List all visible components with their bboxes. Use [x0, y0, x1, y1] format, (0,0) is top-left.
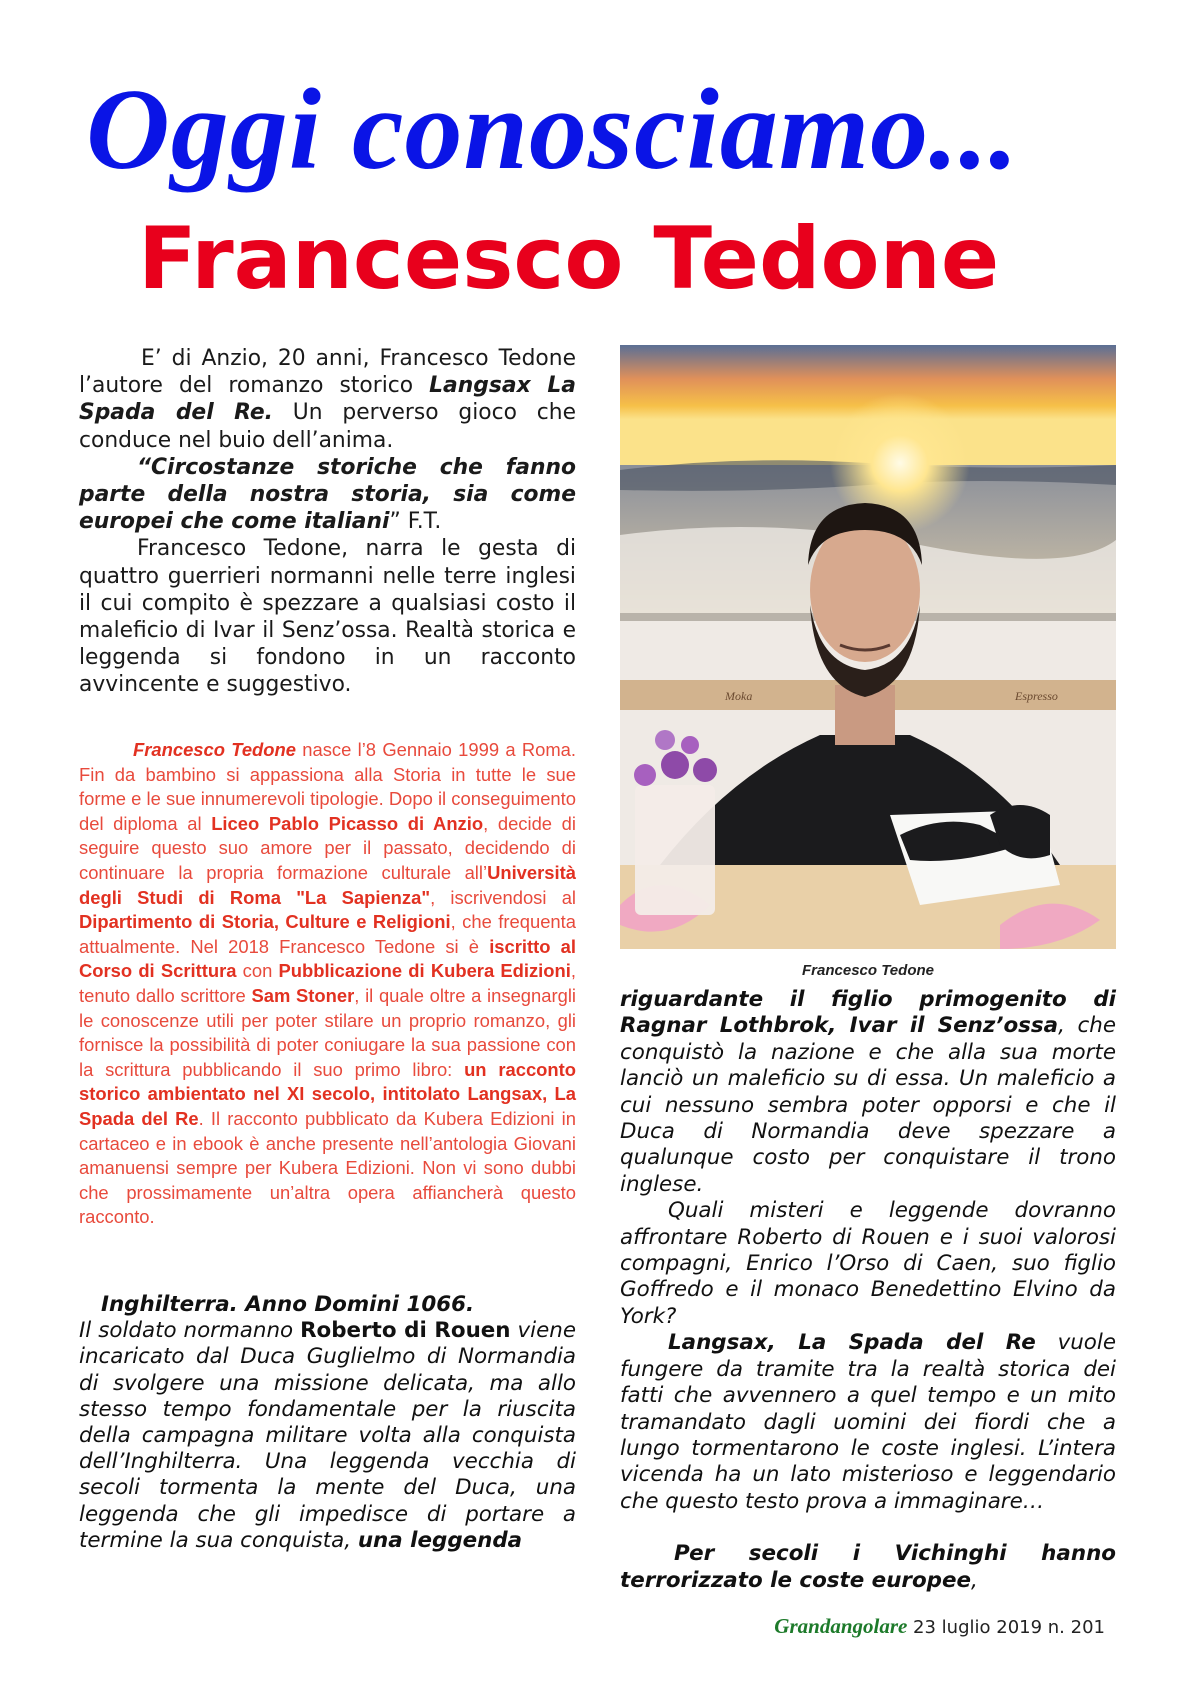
publication-name: Grandangolare	[774, 1614, 908, 1638]
quote-attribution: ” F.T.	[389, 509, 442, 535]
lead-text: Un perverso gioco che conduce nel buio dell’anima.	[79, 400, 576, 453]
right-text: , che conquistò la nazione e che alla sua morte lanciò un maleficio su di essa. Un maleficio a cui nessuno sembra poter opporsi e che il Duca di Normandia deve spezzare a qualunque costo per conquistare il trono inglese.	[620, 1013, 1116, 1197]
lead-paragraph-3: Francesco Tedone, narra le gesta di quattro guerrieri normanni nelle terre inglesi il cui compito è spezzare a qualsiasi costo il maleficio di Ivar il Senz’ossa. Realtà storica e leggenda si fondono in un racconto avvincente e suggestivo.	[79, 536, 576, 698]
author-photo-illustration	[620, 345, 1116, 949]
bio-publisher: Pubblicazione di Kubera Edizioni	[278, 960, 571, 982]
book-title: Langsax La Spada del Re.	[79, 373, 576, 426]
paragraph-gap	[620, 1515, 1116, 1541]
right-book-title: Langsax, La Spada del Re	[668, 1330, 1036, 1356]
right-text: ,	[971, 1567, 978, 1593]
bio-teacher: Sam Stoner	[251, 984, 355, 1006]
bio-text: , iscrivendosi al	[430, 886, 577, 908]
photo-caption: Francesco Tedone	[802, 962, 934, 979]
bio-text: , il quale oltre a insegnargli le conoscenze utili per poter stilare un proprio romanzo, gli fornisce la possibilità di poter coniugare la sua passione con la scrittura pubblicando il suo primo libro:	[79, 984, 576, 1080]
bio-course: iscritto al Corso di Scrittura	[79, 935, 576, 982]
lead-text: E’ di Anzio, 20 anni, Francesco Tedone l’autore del romanzo storico	[79, 346, 576, 399]
story-column	[79, 1292, 576, 1554]
quote-text: Circostanze storiche che fanno parte della nostra storia, sia come europei che come italiani	[79, 454, 576, 535]
story-paragraph	[79, 1318, 576, 1554]
bio-text: , decide di seguire questo suo amore per il passato, decidendo di continuare la propria formazione culturale all’	[79, 812, 576, 883]
story-heading: Inghilterra. Anno Domini 1066.	[101, 1292, 475, 1317]
lead-quote	[79, 454, 576, 536]
bio-school: Liceo Pablo Picasso di Anzio	[211, 812, 484, 834]
story-text: Il soldato normanno	[79, 1318, 301, 1344]
lead-column	[79, 345, 576, 699]
bio-department: Dipartimento di Storia, Culture e Religioni	[79, 911, 451, 933]
right-paragraph-2: Quali misteri e leggende dovranno affrontare Roberto di Rouen e i suoi valorosi compagni, Enrico l’Orso di Caen, suo figlio Goffredo e il monaco Benedettino Elvino da York?	[620, 1198, 1116, 1329]
bio-text: nasce l’8 Gennaio 1999 a Roma. Fin da bambino si appassiona alla Storia in tutte le sue forme e le sue innumerevoli tipologie. Dopo il conseguimento del diploma al	[79, 739, 576, 834]
right-column	[620, 987, 1116, 1594]
page-title: Oggi conosciamo...	[86, 66, 1020, 194]
lead-paragraph-1	[79, 345, 576, 454]
bio-text: , tenuto dallo scrittore	[79, 960, 576, 1006]
right-paragraph-3	[620, 1330, 1116, 1515]
right-emphasis: riguardante il figlio primogenito di Ragnar Lothbrok, Ivar il Senz’ossa	[620, 987, 1116, 1039]
bio-paragraph	[79, 738, 576, 1230]
page-footer	[774, 1614, 1105, 1639]
right-paragraph-1	[620, 987, 1116, 1198]
author-photo	[620, 345, 1116, 949]
bio-text: , che frequenta attualmente. Nel 2018 Francesco Tedone si è	[79, 911, 576, 957]
subject-name: Francesco Tedone	[138, 209, 1000, 309]
story-emphasis: una leggenda	[357, 1527, 523, 1553]
story-hero: Roberto di Rouen	[300, 1318, 511, 1344]
bio-name: Francesco Tedone	[133, 739, 296, 760]
right-paragraph-4	[620, 1541, 1116, 1594]
bio-text: con	[236, 960, 279, 982]
right-closing: Per secoli i Vichinghi hanno terrorizzato le coste europee	[620, 1541, 1116, 1593]
bio-university: Università degli Studi di Roma "La Sapienza"	[79, 861, 576, 908]
story-text: viene incaricato dal Duca Guglielmo di Normandia di svolgere una missione delicata, ma allo stesso tempo fondamentale per la riuscita della campagna militare volta alla conquista dell’Inghilterra. Una leggenda vecchia di secoli tormenta la mente del Duca, una leggenda che gli impedisce di portare a termine la sua conquista,	[79, 1318, 576, 1553]
mug-label-moka: Moka	[725, 689, 753, 703]
mug-label-espresso: Espresso	[1015, 689, 1058, 703]
bio-book: un racconto storico ambientato nel XI secolo, intitolato Langsax, La Spada del Re	[79, 1058, 576, 1129]
issue-date: 23 luglio 2019 n. 201	[907, 1617, 1105, 1638]
bio-text: . Il racconto pubblicato da Kubera Edizioni in cartaceo e in ebook è anche presente nell’antologia Giovani amanuensi sempre per Kubera Edizioni. Non vi sono dubbi che prossimamente un’altra opera affiancherà questo racconto.	[79, 1107, 576, 1228]
quote-mark: “	[137, 454, 152, 480]
right-text: vuole fungere da tramite tra la realtà storica dei fatti che avvennero a quel tempo e un mito tramandato dagli uomini dei fiordi che a lungo tormentarono le coste inglesi. L’intera vicenda ha un lato misterioso e leggendario che questo testo prova a immaginare…	[620, 1330, 1116, 1514]
bio-column	[79, 738, 576, 1230]
